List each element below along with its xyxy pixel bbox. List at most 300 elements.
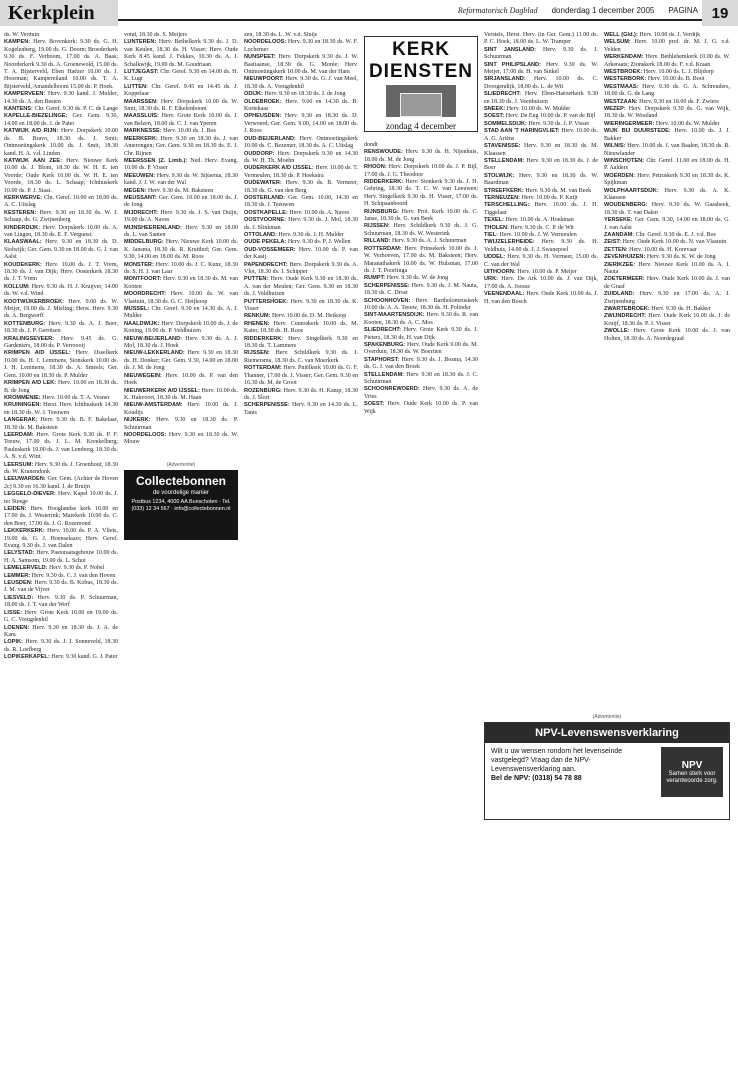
- listing-place: STREEFKERK:: [484, 187, 526, 194]
- npv-logo-slogan: Samen sterk voor verantwoorde zorg.: [666, 770, 718, 784]
- listing-entry: [364, 275, 478, 282]
- listing-entry: [4, 239, 118, 261]
- listing-place: LEIDEN:: [4, 506, 31, 512]
- listing-place: NIEUW-BEIJERLAND:: [124, 335, 186, 342]
- listing-place: ODIJK:: [244, 91, 265, 98]
- listing-services: Herv. 9.30 en 18.30 ds. W. Mouw: [124, 431, 238, 446]
- listing-entry: [604, 39, 730, 54]
- listing-entry: [604, 128, 730, 143]
- listing-entry: [484, 128, 598, 143]
- listing-place: ZUIDLAND:: [604, 291, 640, 298]
- listing-services: Herv. Grote Kerk 9.30 ds. P. F. Teeuw, 17.00 ds. J. L. M. Kreekelberg; Pauluskerk 10.00 ds. J. van Lemborg, 18.30 ds. A. N. v.d. Wint.: [4, 431, 118, 461]
- listing-place: RHOON:: [364, 164, 389, 171]
- listing-services: Herv. 9.30 ds. J. M. Nauta, 18.30 ds. C. Drost: [364, 282, 478, 297]
- listing-services: Herv. 9.30 ds. J. H. Mulder: [278, 231, 344, 238]
- listing-place: RIDDERKERK:: [364, 179, 406, 186]
- npv-advertisement: [484, 722, 730, 820]
- listing-entry: [484, 195, 598, 202]
- listing-entry: [604, 121, 730, 128]
- listing-entry: [124, 321, 238, 336]
- listing-services: Herv. 9.30 ds. J. Schuurman: [484, 46, 598, 61]
- listing-place: LELYSTAD:: [4, 550, 37, 557]
- listing-services: Herv. De Eng 10.00 ds. P. van de Bijl: [505, 113, 596, 120]
- listing-services: Chr. Geref. 9.30 en 14.00 ds. H. K. Lugt: [124, 69, 238, 83]
- listing-place: NIEUW-LEKKERLAND:: [124, 350, 188, 357]
- listing-place: LUTTEN:: [124, 83, 152, 90]
- listing-place: ZEVENHUIZEN:: [604, 254, 647, 261]
- listing-services: Herv. 9.30 en 18.30 ds. W. F. Lochemer: [244, 39, 358, 53]
- listing-entry: [4, 639, 118, 654]
- listing-services: Herv. 9.30 en 18.00 ds. F. Zwiers: [639, 98, 719, 105]
- listing-services: Herv. 9.30 ds. W. Gaasbeek, 18.30 ds. T. van Dalen: [604, 202, 730, 216]
- listing-entry: [124, 262, 238, 277]
- listing-services: Herv. 9.30 ds. A. J. Boer, 18.30 ds. J. P. Gerritsen: [4, 320, 118, 335]
- listing-place: KINDERDIJK:: [4, 224, 43, 231]
- listing-place: KRUININGEN:: [4, 402, 44, 409]
- listing-place: KRIMPEN A/D IJSSEL:: [4, 350, 76, 357]
- listing-entry: [244, 76, 358, 91]
- listing-place: ROZENBURG:: [244, 387, 284, 394]
- listing-entry: [4, 565, 118, 572]
- listing-services: Herv. Cunerakerk 10.00 ds. M. Kater, 18.30 ds. H. Roos: [244, 320, 358, 335]
- listing-services: Herv. 10.00 ds. B. Boot: [647, 76, 705, 83]
- listing-place: KOUDEKERK:: [4, 261, 46, 268]
- listing-place: VEENENDAAL:: [484, 291, 527, 298]
- listing-entry: [4, 380, 118, 395]
- listing-entry: [244, 365, 358, 387]
- listing-services: Herv. Nieuwe Kerk 10.00 ds. J. Blom, 18.30 ds. W. H. E. ten Voorde; Oude Kerk 10.00 ds. W. H. E. ten Voorde, 18.30 ds. L. Schaap; Ichthuskerk 10.00 ds. P. J. Staat.: [4, 157, 118, 194]
- listing-services: Herv. 9.30 ds. K. W. de Jong: [646, 254, 716, 261]
- listing-place: STAVENISSE:: [484, 143, 525, 150]
- listing-services: Herv. 10.00 ds. J. C. Kunz, 18.30 ds. S. H. J. van Laar: [124, 261, 238, 275]
- listing-entry: [604, 188, 730, 203]
- listing-entry: [4, 506, 118, 528]
- listing-entry: [244, 276, 358, 298]
- header-rule: [118, 19, 703, 21]
- listing-services: Chr. Geref. 9.30 ds. P. C. de Lange: [34, 106, 118, 113]
- listing-place: MONTFOORT:: [124, 276, 163, 283]
- listing-services: Herv. 10.00 ds. J. Koudijs: [124, 402, 238, 416]
- listing-entry: [604, 106, 730, 121]
- column-2: [124, 32, 238, 1062]
- listing-place: SLIEDRECHT:: [364, 327, 404, 334]
- listing-entry: [364, 357, 478, 372]
- listing-place: OTTOLAND:: [244, 231, 279, 238]
- listing-services: Herv. 9.30 ds. H. Bakker: [651, 306, 711, 313]
- listing-place: WIERINGERMEER:: [604, 120, 656, 127]
- listing-entry: [604, 84, 730, 99]
- column-4: [364, 32, 478, 1062]
- listing-services: Herv. 9.30 en 18.30 ds. H. Donker; Ger. Gem. 9.30, 14.00 en 18.00 ds. J. M. de Jong: [124, 350, 238, 372]
- listing-entry: [4, 225, 118, 240]
- listing-services: Herv. 9.30 en 18.30 ds. J. de Jong: [264, 91, 346, 98]
- listing-place: NAALDWIJK:: [124, 320, 162, 327]
- listing-entry: [484, 291, 598, 306]
- listing-entry: [604, 239, 730, 246]
- listing-place: LEKKERKERK:: [4, 528, 48, 535]
- listing-place: RIJSSEN:: [364, 223, 394, 230]
- listing-entry: [364, 298, 478, 313]
- listing-place: RENKUM:: [244, 313, 272, 320]
- page-number-box: [702, 0, 738, 26]
- listing-place: MEEUWEN:: [124, 172, 157, 179]
- listing-entry: [124, 388, 238, 403]
- listing-entry: [604, 254, 730, 261]
- listing-services: Herv. 9.30 ds. W. de Jong: [386, 275, 449, 282]
- listing-services: Herv. Bethelkerk 9.30 ds. J. D. van Keulen, 18.30 ds. H. Visser; Herv. Oude Kerk 8.45 kand. J. Fekkes, 10.30 ds. A. J. Schalkwijk, 19.00 ds. M. Goudriaan: [124, 39, 238, 68]
- listing-entry: [4, 417, 118, 432]
- kerkdiensten-banner: [364, 36, 478, 132]
- listing-services: Herv. 9.30 ds. A. J. Schuurman: [391, 238, 467, 245]
- listing-services: Herv. Dorpskerk 9.30 en 14.30 ds. W. H. Th. Moehn: [244, 150, 358, 164]
- listing-services: Herv. 9.30 ds. C. J. van den Hoven: [31, 572, 116, 579]
- listing-place: LEGGELO-DIEVER:: [4, 491, 59, 498]
- listing-services: Herv. 9.30 ds. C. P. de Wit: [510, 224, 574, 231]
- listing-place: MAASSLUIS:: [124, 113, 162, 120]
- listing-entry: [124, 432, 238, 447]
- listing-entry: [244, 239, 358, 246]
- page-header: [0, 0, 738, 26]
- listing-place: OUDERKERK A/D IJSSEL:: [244, 165, 316, 172]
- listing-entry: [4, 158, 118, 195]
- listing-services: Herv. 9.30 ds. M. Baksteen: [147, 187, 214, 194]
- section-banner: [0, 0, 118, 26]
- listing-entry: [124, 239, 238, 261]
- listing-place: LANGERAK:: [4, 417, 41, 424]
- listing-services: Herv. 9.30 en 18.30 ds. J. C. Schuurman: [364, 371, 478, 385]
- listing-place: WERKENDAM:: [604, 54, 646, 61]
- listing-place: KANTENS:: [4, 106, 35, 113]
- listing-place: WESTERBORK:: [604, 76, 648, 83]
- listing-services: Herv. Eben-Haëzerkerk 9.30 en 18.30 ds. J. Veenhuizen: [484, 91, 598, 105]
- listing-place: MOORDRECHT:: [124, 291, 171, 298]
- listing-place: MEERSSEN (Z. Limb.):: [124, 157, 191, 164]
- listing-place: KAMPERVEEN:: [4, 91, 48, 98]
- listing-services: Herv. 9.30 en 18.30 ds. M. Klaassen: [484, 143, 598, 157]
- listing-services: Herv. Dorpskerk 9.30 ds. J. W. Bastiaanse, 18.30 ds. G. Morée; Herv. Ontmoetingskerk 10.00 ds. M. van der Ham: [244, 54, 358, 76]
- listing-place: RIJSSEN:: [244, 350, 276, 357]
- banner-title-diensten: DIENSTEN: [368, 61, 474, 82]
- listing-entry: [4, 336, 118, 351]
- listing-services: Herv. Grote Kerk 9.30 ds. J. Pieters, 18.30 ds. H. van Dijk: [364, 327, 478, 341]
- header-meta: [458, 6, 698, 15]
- listing-entry: [4, 610, 118, 625]
- listing-entry: [364, 238, 478, 245]
- listing-place: TWIJZELERHEIDE:: [484, 239, 542, 246]
- listing-entry: [124, 417, 238, 432]
- listing-entry: [124, 188, 238, 195]
- listing-entry: [364, 209, 478, 224]
- listing-entry: [484, 239, 598, 254]
- listing-place: WESTBROEK:: [604, 69, 644, 76]
- listing-place: WEZEP:: [604, 106, 629, 113]
- advertisement-label: (Advertentie): [166, 462, 196, 468]
- listing-services: Herv. 10.00 ds. A. G. Ariëns: [484, 128, 598, 142]
- listing-services: Herv. 10.00 ds. J. T. Vrem, 18.30 ds. J. van Dijk; Herv. Oosterkerk 18.30 ds. J. T. Vrem: [4, 261, 118, 283]
- listing-entry: [124, 402, 238, 417]
- section-title: Kerkplein: [8, 1, 95, 24]
- listing-entry: [244, 136, 358, 151]
- ad-phone: Bel de NPV: (0318) 54 78 88: [491, 775, 582, 782]
- listing-place: LUTJEGAST:: [124, 69, 161, 76]
- listing-entry: [364, 312, 478, 327]
- listing-place: PUTTERSHOEK:: [244, 298, 291, 305]
- listing-services: Herv. Dorpskerk 9.30 ds. A. Vlot, 18.30 ds. J. Schipper: [244, 261, 358, 275]
- listing-entry: [364, 372, 478, 387]
- listing-entry: [604, 217, 730, 232]
- listing-place: KRIMPEN A/D LEK:: [4, 380, 58, 387]
- ad-body: Postbus 1234, 4000 AA Bunschoten · Tel. (033) 12 34 567 · info@collectebonnen.nl: [131, 499, 231, 512]
- listing-place: OPHEUSDEN:: [244, 113, 285, 120]
- listing-entry: [484, 76, 598, 91]
- listing-entry: [484, 143, 598, 158]
- listing-place: KESTEREN:: [4, 209, 40, 216]
- listing-entry: [4, 528, 118, 550]
- listing-entry: [604, 328, 730, 343]
- listing-entry: [4, 462, 118, 477]
- listing-place: KOOTWIJKERBROEK:: [4, 298, 69, 305]
- listing-services: dondt: [364, 142, 378, 148]
- listing-place: LOPIK:: [4, 639, 26, 646]
- publication-name: Reformatorisch Dagblad: [457, 6, 538, 15]
- listing-place: KAMPEN:: [4, 39, 34, 46]
- listing-entry: [484, 225, 598, 232]
- listing-place: SOMMELSDIJK:: [484, 120, 529, 127]
- listing-services: Herv. Oude Kerk 9.00 ds. M. Overduin, 18.30 ds. W. Boertien: [364, 341, 478, 356]
- listing-services: Chr. Geref. 9.30 ds. E. J. v.d. Bos: [635, 231, 716, 238]
- listing-place: ZOETERMEER:: [604, 276, 647, 283]
- listing-services: Herv. Dorpskerk 10.00 ds. B. Bravo, 18.30 ds. J. Smit; Ontmoetingskerk 10.00 ds. J. Smit, 18.30 kand. H. A. v.d. Linden: [4, 128, 118, 157]
- listing-place: LUNTEREN:: [124, 39, 159, 46]
- column-6: [604, 32, 730, 1062]
- listing-services: Herv. 10.00 ds. T. Vermeulen, 18.30 ds. P. Hoekstra: [244, 165, 358, 179]
- listing-services: Chr. Geref. 11.00 en 18.00 ds. H. P. Aalders: [604, 157, 730, 172]
- listing-services: Verstels, Herst. Herv. (in Ger. Gem.) 11.00 ds. P. C. Hoek, 18.00 ds. L. W. Tramper: [484, 32, 598, 46]
- listing-place: TERNEUZEN:: [484, 194, 522, 201]
- listing-entry: [244, 313, 358, 320]
- listing-services: Herv. 10.00 ds. J. van Baalen, 18.30 ds. R. Nieuwlander: [604, 143, 730, 157]
- listing-services: Herv. Dorpskerk 9.30 ds. G. van Wijk, 18.30 ds. W. Westland: [604, 106, 730, 120]
- listing-services: Herv. 9.30 ds. G. J. van Meel, 18.30 ds. A. Vreugdenhil: [244, 76, 358, 90]
- listing-place: KATWIJK AAN ZEE:: [4, 157, 67, 164]
- listing-entry: [4, 210, 118, 225]
- npv-logo-text: NPV: [681, 759, 703, 771]
- listing-services: Herv. Hooglandse kerk 10.00 en 17.00 ds. J. Westerink; Marekerk 10.00 ds. C. den Boer, 17.00 ds. J. G. Rozemond: [4, 506, 118, 527]
- listing-services: Herv. 10.00 ds. C. Droogendijk, 18.00 ds. L. de Wit: [484, 76, 598, 90]
- listing-place: SNEEK:: [484, 106, 507, 113]
- listing-services: Ger. Gem. 9.30, 14.00 en 18.00 ds. J. de Pater: [4, 113, 118, 127]
- listing-services: Herv. Prot. Kerk 10.00 ds. C. Janse, 18.30 ds. G. van Beek: [364, 208, 478, 223]
- listing-place: NIEUWPOORT:: [244, 76, 286, 83]
- listing-entry: [484, 91, 598, 106]
- listing-services: Herv. Grote Kerk 10.00 ds. J. van Belzen, 18.00 ds. C. J. van Yperen: [124, 113, 238, 127]
- listing-services: Herv. 10.00 ds. P. van der Kaaij: [244, 246, 358, 261]
- listing-place: LEERDAM:: [4, 431, 37, 438]
- listing-place: NIEUWEGEIN:: [124, 372, 166, 379]
- listing-entry: [124, 350, 238, 372]
- listing-entry: [244, 39, 358, 54]
- listing-place: OUD-VOSSEMEER:: [244, 246, 299, 253]
- listing-services: Herv. 9.30 en 18.30 ds. D. Stolwijk; Ger. Gem. 9.30 en 18.00 ds. G. J. van Aalst: [4, 239, 118, 261]
- listing-place: PAPENDRECHT:: [244, 261, 290, 268]
- listing-place: STAPHORST:: [364, 356, 402, 363]
- listing-entry: [124, 99, 238, 114]
- listing-services: Ger. Gem. 9.30, 14.00 en 18.00 ds. G. J. van Aalst: [604, 217, 730, 231]
- listing-services: Herv. 9.30 ds. B. Vermeer, 18.30 ds. G. van den Berg: [244, 180, 358, 194]
- listing-entry: [4, 299, 118, 321]
- listing-services: Herv. 9.30 ds. A. J. Mol, 18.30 ds. J. Hoek: [124, 335, 238, 350]
- listing-entry: [4, 573, 118, 580]
- listing-place: KATWIJK A/D RIJN:: [4, 128, 61, 135]
- listing-services: Herv. 9.30 en 18.00 ds. L. van Santen: [124, 224, 238, 238]
- listing-place: KLAASWAAL:: [4, 239, 46, 246]
- listing-place: OOSTVOORNE:: [244, 217, 289, 224]
- listing-place: WILNIS:: [604, 143, 628, 150]
- listing-place: SLIEDRECHT:: [484, 91, 525, 98]
- listing-place: MIJNSHEERENLAND:: [124, 224, 186, 231]
- listing-place: SINT PHILIPSLAND:: [484, 61, 547, 68]
- collectebonnen-advertisement: [124, 470, 238, 540]
- ad-title: Collectebonnen: [135, 474, 226, 488]
- listing-place: KROMMENIE:: [4, 394, 43, 401]
- listing-place: WOUDENBERG:: [604, 202, 652, 209]
- listing-services: Herv. Pniëlkerk 10.00 ds. G. F. Thanner, 17.00 ds. J. Visser; Ger. Gem. 9.30 en 16.30 ds. M. de Groot: [244, 365, 358, 387]
- listing-services: Herv. 9.30 ds. G. A. Schreuders, 18.00 ds. G. de Lang: [604, 83, 730, 98]
- listing-entry: [124, 128, 238, 135]
- listing-services: Herv. Sionkerk 9.30 ds. J. H. Gehring, 18.30 ds. T. C. W. van Leeuwen; Herv. Singelkerk 9.30 ds. H. Visser, 17.00 ds. H. Schipaanboord: [364, 179, 478, 208]
- listing-place: OUDEWATER:: [244, 180, 286, 187]
- listing-services: Herv. 10.00 ds. L. J. Blijdorp: [643, 69, 714, 76]
- listing-services: Herv. 9.30 en 18.30 ds. W. J. Schaap, ds. G. Zwijnenberg: [4, 209, 118, 224]
- listing-services: Herv. 9.00 en 14.30 ds. B. Kortekaas: [244, 98, 358, 113]
- listing-services: ds. W. Verduin: [4, 32, 40, 38]
- listing-entry: [124, 276, 238, 291]
- listing-services: Herv. 10.00 ds. J. H. Tiggelaar: [484, 202, 598, 216]
- listing-services: Herv. 9.30 ds. J. P. Visser: [528, 120, 590, 127]
- listing-entry: [604, 69, 730, 76]
- listing-services: Herv. 9.30 ds. H. Vermeer, 15.00 ds. C. van der Wal: [484, 254, 598, 268]
- listing-entry: [4, 284, 118, 299]
- listing-services: Herv. Singelkerk 9.30 en 18.30 ds. T. Lammers: [244, 335, 358, 350]
- listing-place: LEMELERVELD:: [4, 565, 49, 572]
- listing-entry: [484, 62, 598, 77]
- listing-place: KOTTENBURG:: [4, 320, 49, 327]
- listing-services: Herst. Herv. Ichthuskerk 14.30 en 18.30 ds. W. J. Teeuwen: [4, 402, 118, 416]
- listing-services: Herv. Oude Kerk 10.00 ds. P. van Wijk: [364, 401, 478, 415]
- listing-entry: [364, 342, 478, 357]
- listing-services: Herv. Schildkerk 9.30 ds. J. G. Schuurman, 18.30 ds. W. Westerink: [364, 223, 478, 237]
- listing-place: MAARSSEN:: [124, 98, 161, 105]
- listing-place: ZIERIKZEE:: [604, 261, 639, 268]
- listing-place: TEXEL:: [484, 217, 506, 224]
- listing-entry: [4, 476, 118, 491]
- listing-services: Herv. 9.30 ds. P. Schuurman, 18.00 ds. J. T. van der Werf: [4, 594, 118, 609]
- listing-place: TERSCHELLING:: [484, 202, 535, 209]
- listing-entry: [484, 121, 598, 128]
- listing-services: Herv. 9.30 en 18.30 ds. J. A. de Kam: [4, 624, 118, 638]
- listing-services: Herv. Bethlehemkerk 10.00 ds. W. Arkeraats; Zionskerk 18.00 ds. F. v.d. Kraan: [604, 54, 730, 68]
- listing-entry: [364, 142, 478, 149]
- listing-place: UITHOORN:: [484, 269, 518, 275]
- listing-place: PUTTEN:: [244, 276, 271, 283]
- listing-services: Herv. 9.30 ds. B. F. Bakelaar, 18.30 ds. M. Baksteen: [4, 417, 118, 431]
- listing-place: LOENEN:: [4, 624, 33, 631]
- listing-place: LEERSUM:: [4, 461, 35, 468]
- listing-place: MARKNESSE:: [124, 128, 164, 135]
- listing-services: Herv. Schildkerk 9.30 ds. J. Riemersma, 18.30 ds. C. van Moerkerk: [244, 350, 358, 364]
- ad-subtitle: de voordelige manier: [152, 490, 210, 496]
- listing-services: Herv. 10.00 ds. W. Mulder: [655, 120, 720, 127]
- listing-entry: [4, 195, 118, 210]
- listing-services: Herv. IJsselkerk 10.00 ds. H. J. Lemmens, Sionskerk 10.00 ds. J. H. Lemmens, 18.30 ds. A. Smeels; Ger. Gem. 10.00 en 18.30 ds. P. Mulder: [4, 350, 118, 379]
- listing-entry: [604, 202, 730, 217]
- banner-title-kerk: KERK: [392, 39, 450, 60]
- listing-services: Herv. 10.00 en 18.30 ds. B. de Jong: [4, 380, 118, 394]
- listing-entry: [244, 217, 358, 232]
- column-1: [4, 32, 118, 1062]
- listing-entry: [604, 76, 730, 83]
- listing-entry: [604, 143, 730, 158]
- listing-place: MONSTER:: [124, 261, 156, 268]
- listing-entry: [484, 113, 598, 120]
- listing-entry: [244, 165, 358, 180]
- listing-place: STELLENDAM:: [484, 157, 527, 164]
- listing-entry: [4, 321, 118, 336]
- listing-entry: [124, 210, 238, 225]
- listing-place: WELSUM:: [604, 39, 635, 46]
- listing-entry: [244, 321, 358, 336]
- listing-services: Herv. 9.30 ds. H. J. Kruijver, 14.00 ds. W. v.d. Wind: [4, 283, 118, 298]
- listing-entry: [364, 223, 478, 238]
- listing-place: UDDEL:: [484, 254, 508, 261]
- listing-place: LOPIKERKAPEL:: [4, 654, 52, 661]
- listing-place: RIDDERKERK:: [244, 335, 289, 342]
- listing-services: Herv. 9.30 ds. B. Kobus, 18.30 ds. J. M. van de Vijver: [4, 580, 118, 594]
- listing-services: Ger. Gem. 10.00, 14.30 en 18.30 ds. J. Teeuwen: [244, 194, 358, 209]
- listing-entry: [484, 202, 598, 217]
- listing-services: Herv. 9.30 ds. H. Veldhuis, 14.00 ds. J. J. Swanepoel: [484, 239, 598, 253]
- listing-entry: [124, 173, 238, 188]
- listing-entry: [364, 149, 478, 164]
- listing-services: Herv. 10.00 ds. T. A. Vesner: [42, 394, 110, 401]
- listing-entry: [124, 336, 238, 351]
- issue-date: donderdag 1 december 2005: [551, 6, 655, 15]
- listing-entry: [484, 254, 598, 269]
- listing-entry: [364, 164, 478, 179]
- listing-entry: [364, 179, 478, 209]
- listing-place: LEEUWARDEN:: [4, 476, 48, 483]
- listing-entry: [124, 291, 238, 306]
- column-5: [484, 32, 598, 1062]
- listing-services: Herv. 9.30 en 18.30 ds. W. Baardman: [484, 172, 598, 187]
- listing-entry: [604, 232, 730, 239]
- listing-services: Herv. 9.30 ds. J. J. Sonneveld, 18.30 ds. R. Loefberg: [4, 639, 118, 653]
- listing-place: NUNSPEET:: [244, 54, 279, 61]
- listing-entry: [364, 386, 478, 401]
- listing-entry: [4, 39, 118, 91]
- listing-entry: [124, 136, 238, 158]
- listing-services: Herv. 9.30 en 18.30 ds. K. Visser: [244, 298, 358, 313]
- listing-entry: [244, 195, 358, 210]
- listing-services: Herv. 10.00 prof. dr. M. J. G. v.d. Velden: [604, 39, 730, 53]
- listing-services: Herv. Dorpskerk 10.00 ds. W. Smit, 18.30 ds. R. F. Eikelenboom: [124, 98, 238, 113]
- listing-entry: [244, 247, 358, 262]
- page-label: PAGINA: [668, 6, 698, 15]
- listing-entry: [244, 350, 358, 365]
- listing-services: Ger. Gem. (Achter de Hoven 2c) 9.30 en 16.30 kand. J. de Bruijn: [4, 476, 118, 490]
- listing-place: MEGEN:: [124, 187, 148, 194]
- listing-entry: [124, 69, 238, 84]
